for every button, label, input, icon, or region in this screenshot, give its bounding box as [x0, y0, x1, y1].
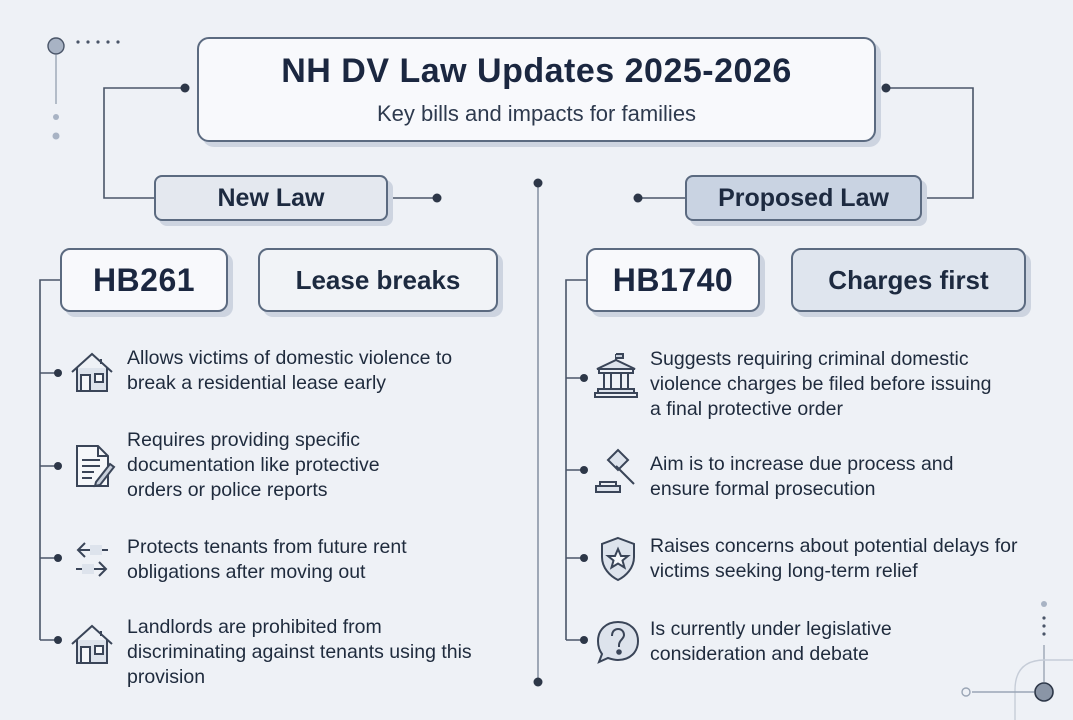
- left-item-2: Requires providing specific documentation like protective orders or police reports: [127, 429, 380, 501]
- question-bubble-icon: [594, 618, 642, 666]
- left-item-4: Landlords are prohibited from discriminating against tenants using this provision: [127, 616, 472, 688]
- right-item-3: Raises concerns about potential delays for victims seeking long-term relief: [650, 535, 1018, 582]
- swap-arrows-icon: [68, 536, 116, 584]
- page-title: NH DV Law Updates 2025-2026: [281, 52, 792, 90]
- right-item-2: Aim is to increase due process and ensure formal prosecution: [650, 453, 954, 500]
- house-icon: [68, 348, 116, 396]
- page-subtitle: Key bills and impacts for families: [376, 101, 697, 126]
- document-icon: [70, 442, 118, 490]
- bill-hb261: HB261: [60, 248, 228, 312]
- courthouse-icon: [592, 352, 640, 400]
- new-law-label: New Law: [154, 175, 388, 221]
- bill-hb1740: HB1740: [586, 248, 760, 312]
- topic-lease-breaks: Lease breaks: [258, 248, 498, 312]
- proposed-law-label: Proposed Law: [685, 175, 922, 221]
- house-icon: [68, 620, 116, 668]
- right-item-4: Is currently under legislative consideration and debate: [650, 618, 892, 665]
- gavel-icon: [592, 448, 640, 496]
- topic-charges-first: Charges first: [791, 248, 1026, 312]
- badge-icon: [594, 535, 642, 583]
- title-box: [197, 37, 876, 142]
- left-item-3: Protects tenants from future rent obligations after moving out: [127, 536, 407, 583]
- left-item-1: Allows victims of domestic violence to break a residential lease early: [127, 347, 453, 394]
- right-item-1: Suggests requiring criminal domestic violence charges be filed before issuing a final protective order: [650, 348, 992, 420]
